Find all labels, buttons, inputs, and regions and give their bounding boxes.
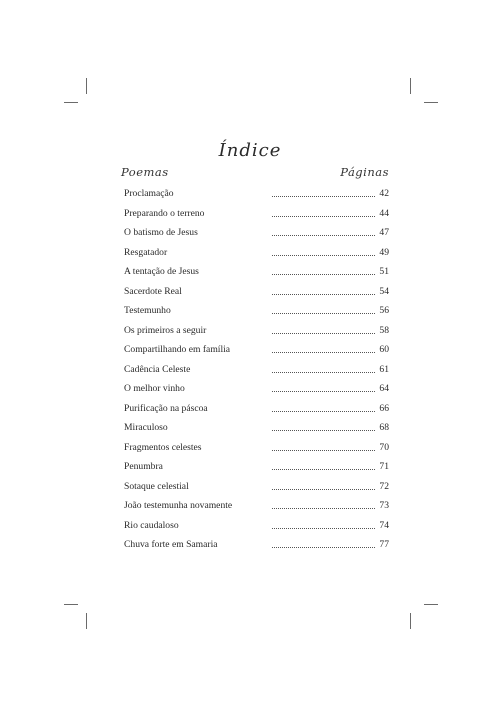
- crop-mark-top-right: [410, 78, 411, 94]
- toc-entry-page: 64: [379, 383, 389, 394]
- toc-entry: [124, 340, 389, 360]
- toc-entry-page: 49: [379, 246, 389, 258]
- toc-entry: [124, 477, 389, 497]
- toc-leader-dots: [272, 489, 375, 490]
- toc-leader-dots: [272, 469, 375, 470]
- toc-entry-page: 61: [379, 363, 389, 375]
- toc-leader-dots: [272, 372, 375, 373]
- toc-entry: [124, 204, 389, 224]
- toc-entry-title: Os primeiros a seguir: [124, 324, 207, 336]
- toc-entry-title: O melhor vinho: [124, 383, 185, 394]
- toc-leader-dots: [272, 450, 375, 451]
- toc-entry-title: Resgatador: [124, 246, 168, 258]
- toc-leader-dots: [272, 430, 375, 431]
- crop-mark-bottom-left: [64, 604, 78, 605]
- toc-entry-title: Sacerdote Real: [124, 285, 182, 297]
- toc-entry-page: 42: [379, 188, 389, 199]
- toc-entry-page: 72: [379, 480, 389, 492]
- toc-entry-page: 74: [379, 519, 389, 531]
- toc-entry: [124, 496, 389, 516]
- toc-leader-dots: [272, 352, 375, 353]
- toc-entry-page: 70: [379, 441, 389, 453]
- toc-leader-dots: [272, 547, 375, 548]
- toc-entry-title: João testemunha novamente: [124, 500, 233, 511]
- toc-entry-title: Proclamação: [124, 188, 174, 199]
- toc-entry-title: Cadência Celeste: [124, 363, 191, 375]
- toc-entry-page: 44: [379, 207, 389, 219]
- toc-leader-dots: [272, 391, 375, 392]
- toc-entry-page: 71: [379, 461, 389, 472]
- crop-mark-bottom-right: [424, 604, 438, 605]
- toc-entry-page: 68: [379, 422, 389, 433]
- toc-leader-dots: [272, 235, 375, 236]
- toc-entry-title: A tentação de Jesus: [124, 266, 199, 277]
- toc-entry: [124, 516, 389, 536]
- toc-entry: [124, 457, 389, 477]
- toc-entry: [124, 535, 389, 555]
- crop-mark-bottom-left: [86, 613, 87, 629]
- toc-entry: [124, 301, 389, 321]
- toc-entry-page: 77: [379, 539, 389, 550]
- toc-entry-page: 56: [379, 305, 389, 316]
- toc-entry-title: Testemunho: [124, 305, 171, 316]
- toc-leader-dots: [272, 274, 375, 275]
- toc-entry: [124, 438, 389, 458]
- toc-entry-title: Compartilhando em família: [124, 344, 231, 355]
- toc-entry: [124, 223, 389, 243]
- crop-mark-top-left: [64, 102, 78, 103]
- toc-leader-dots: [272, 294, 375, 295]
- toc-entry: [124, 379, 389, 399]
- toc-entry-title: Purificação na páscoa: [124, 402, 208, 414]
- toc-leader-dots: [272, 216, 375, 217]
- toc-entry-page: 54: [379, 285, 389, 297]
- toc-entry-page: 58: [379, 324, 389, 336]
- toc-entry: [124, 243, 389, 263]
- toc-entry-page: 73: [379, 500, 389, 511]
- toc-entry: [124, 360, 389, 380]
- toc-leader-dots: [272, 411, 375, 412]
- toc-entry-page: 47: [379, 227, 389, 238]
- page-title: Índice: [218, 140, 282, 161]
- toc-entry-title: Miraculoso: [124, 422, 168, 433]
- toc-entry: [124, 321, 389, 341]
- toc-entry-page: 60: [379, 344, 389, 355]
- toc-leader-dots: [272, 333, 375, 334]
- toc-entry-title: O batismo de Jesus: [124, 227, 198, 238]
- toc-leader-dots: [272, 508, 375, 509]
- toc-leader-dots: [272, 528, 375, 529]
- toc-entry-title: Preparando o terreno: [124, 207, 205, 219]
- toc-entry: [124, 418, 389, 438]
- crop-mark-top-left: [86, 78, 87, 94]
- toc-leader-dots: [272, 196, 375, 197]
- crop-mark-bottom-right: [410, 613, 411, 629]
- column-header-poems: Poemas: [121, 165, 169, 179]
- table-of-contents: [124, 184, 389, 555]
- toc-entry-title: Chuva forte em Samaria: [124, 539, 218, 550]
- toc-entry-title: Fragmentos celestes: [124, 441, 202, 453]
- toc-entry: [124, 399, 389, 419]
- toc-leader-dots: [272, 313, 375, 314]
- toc-leader-dots: [272, 255, 375, 256]
- toc-entry-page: 66: [379, 402, 389, 414]
- column-header-pages: Páginas: [340, 165, 389, 179]
- toc-entry: [124, 184, 389, 204]
- toc-entry-page: 51: [379, 266, 389, 277]
- toc-entry: [124, 262, 389, 282]
- toc-entry-title: Penumbra: [124, 461, 163, 472]
- toc-entry-title: Sotaque celestial: [124, 480, 189, 492]
- toc-entry: [124, 282, 389, 302]
- toc-entry-title: Rio caudaloso: [124, 519, 179, 531]
- crop-mark-top-right: [424, 102, 438, 103]
